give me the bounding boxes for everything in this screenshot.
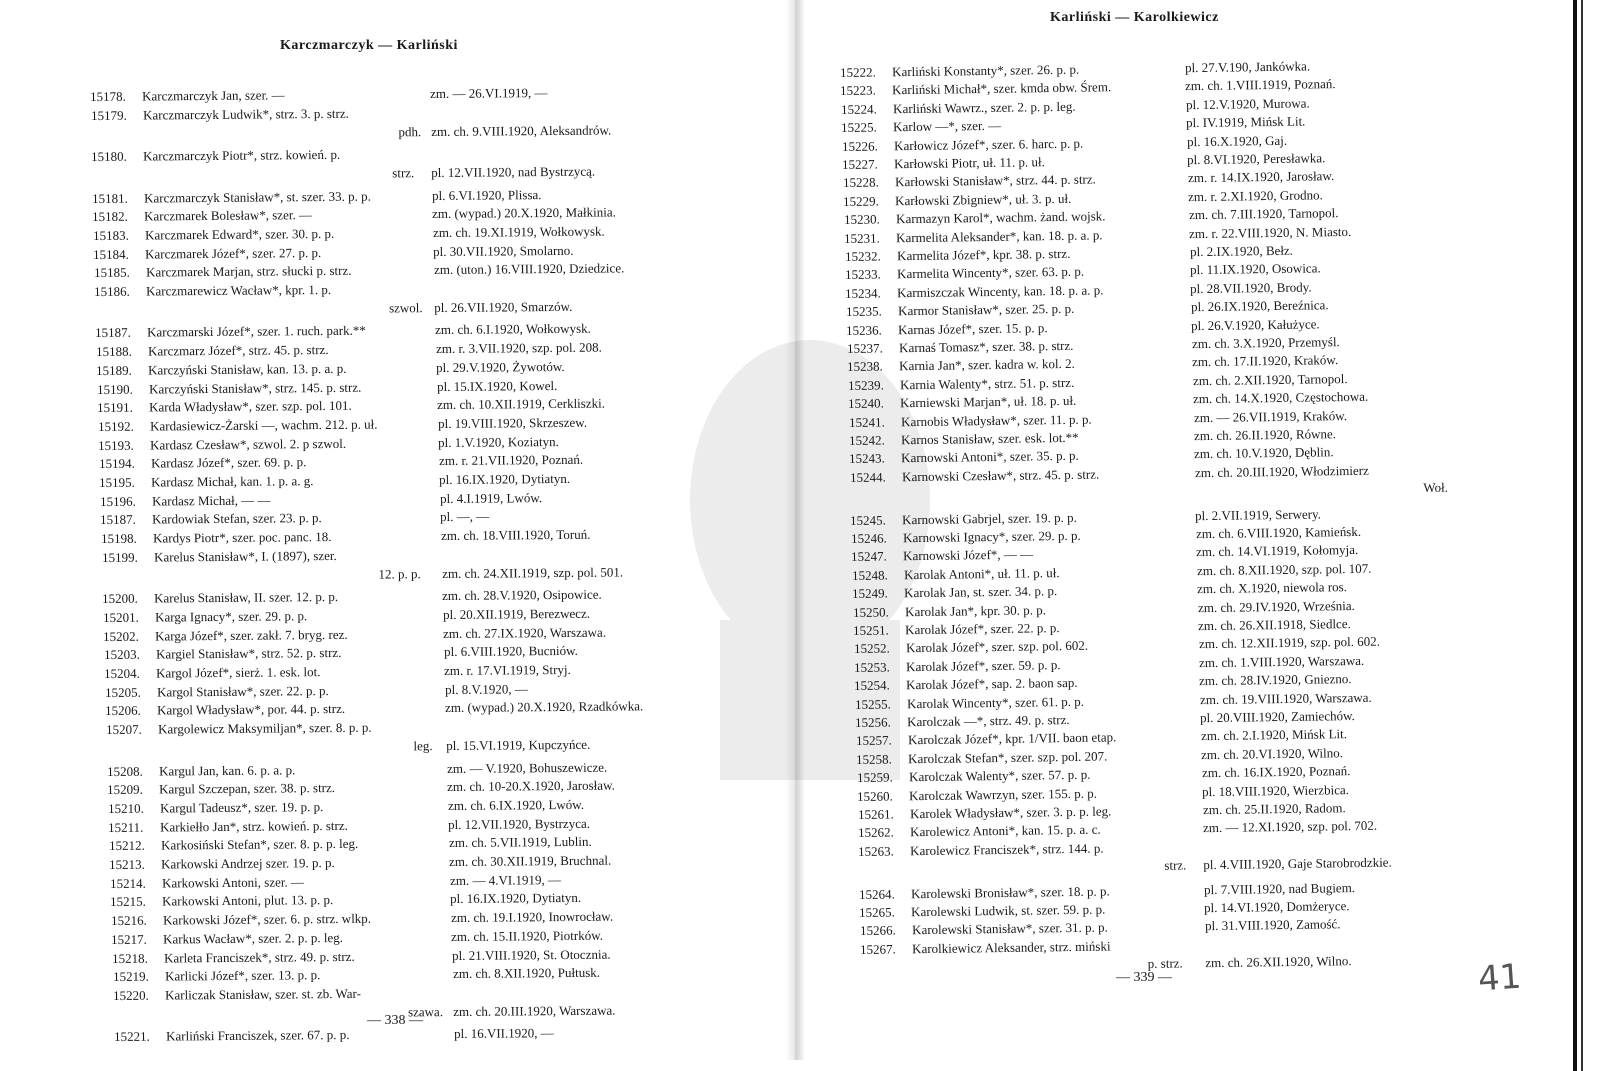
entry-number: 15209. <box>107 781 143 798</box>
entry-number: 15216. <box>110 912 147 929</box>
entry-number: 15233. <box>844 266 881 283</box>
entry-death-info: zm. ch. 25.II.1920, Radom. <box>1202 800 1346 818</box>
entry-death-info: pl. 20.XII.1919, Berezwecz. <box>442 605 590 622</box>
entry-number: 15211. <box>108 819 144 835</box>
entry-name: Kardasz Michał, — — <box>151 492 271 509</box>
entry-number: 15254. <box>854 677 891 694</box>
entry-number: 15201. <box>102 609 139 625</box>
entry-death-info: pl. 15.IX.1920, Kowel. <box>436 377 557 394</box>
entry-number: 15192. <box>97 418 134 434</box>
entry-number: 15224. <box>840 101 877 117</box>
entry-number: 15227. <box>842 156 879 172</box>
entry-name: Karczmarz Józef*, strz. 45. p. strz. <box>147 342 329 359</box>
entry-number: 15244. <box>849 469 886 485</box>
entry-death-info: pl. 6.VIII.1920, Bucniów. <box>443 643 578 660</box>
entry-number: 15229. <box>843 193 880 209</box>
entry-number: 15187. <box>100 512 137 528</box>
entry-death-info: zm. — 26.VII.1919, Kraków. <box>1193 407 1347 425</box>
entry-number: 15182. <box>92 208 129 225</box>
entry-number: 15194. <box>98 455 135 472</box>
entry-number: 15222. <box>840 64 876 80</box>
entry-number: 15266. <box>859 922 896 939</box>
entry-name: Kargul Szczepan, szer. 38. p. strz. <box>159 780 336 797</box>
entry-name: Karmor Stanisław*, szer. 25. p. p. <box>897 301 1075 319</box>
entry-death-info: zm. ch. 26.XII.1918, Siedlce. <box>1198 616 1351 634</box>
entry-name: Karga Ignacy*, szer. 29. p. p. <box>154 608 307 625</box>
entry-number: 15260. <box>857 788 894 804</box>
entry-death-info: zm. ch. 18.VIII.1920, Toruń. <box>440 526 591 544</box>
entry-number: 15257. <box>855 732 892 749</box>
entry-name: Kardasz Michał, kan. 1. p. a. g. <box>151 473 314 490</box>
entry-name: Karłowski Stanisław*, strz. 44. p. strz. <box>894 171 1096 190</box>
entry-death-info: zm. r. 22.VIII.1920, N. Miasto. <box>1189 223 1352 241</box>
entry-number: 15226. <box>841 138 878 154</box>
entry-number: 15218. <box>112 950 148 966</box>
entry-number: 15267. <box>860 941 897 957</box>
entry-death-info: pl. 19.VIII.1920, Skrzeszew. <box>437 414 587 431</box>
entry-death-info: pl. 4.VIII.1920, Gaje Starobrodzkie. <box>1203 854 1393 873</box>
entry-name: Karczmarek Edward*, szer. 30. p. p. <box>144 225 335 243</box>
entry-death-info: zm. ch. 1.VIII.1919, Poznań. <box>1185 76 1337 94</box>
entry-name: Karczyński Stanisław*, strz. 145. p. strz. <box>148 379 362 397</box>
entry-death-info: pl. 7.VIII.1920, nad Bugiem. <box>1203 879 1355 897</box>
entry-name: Karkowski Józef*, szer. 6. p. strz. wlkp. <box>162 910 371 928</box>
entry-death-info: pl. 14.VI.1920, Domżeryce. <box>1204 898 1351 916</box>
entry-number: 15242. <box>849 432 885 448</box>
entry-death-info: zm. ch. 17.II.1920, Kraków. <box>1192 352 1339 370</box>
entry-death-info: zm. ch. 27.IX.1920, Warszawa. <box>443 624 607 641</box>
entry-death-info: pl. 2.IX.1920, Bełz. <box>1189 242 1293 260</box>
entry-name: Kargul Jan, kan. 6. p. a. p. <box>158 761 295 779</box>
entry-name: Karolewski Bronisław*, szer. 18. p. p. <box>910 883 1110 901</box>
page-number: — 338 — <box>367 1013 423 1028</box>
entry-number: 15213. <box>109 856 146 872</box>
entry-name: Karolczak Józef*, kpr. 1/VII. baon etap. <box>907 729 1117 748</box>
entry-number: 15202. <box>103 628 140 644</box>
entry-death-info: pl. 16.X.1920, Gaj. <box>1186 132 1288 149</box>
entry-number: 15188. <box>95 343 132 360</box>
entry-number: 15231. <box>844 230 881 246</box>
entry-number: 15205. <box>104 684 141 700</box>
entry-death-info: zm. r. 14.IX.1920, Jarosław. <box>1187 168 1334 186</box>
entry-number: 15181. <box>91 190 128 206</box>
handwritten-note: 41 <box>1476 956 1523 1000</box>
entry-name: Karnas Józef*, szer. 15. p. p. <box>898 319 1048 337</box>
entry-number: 15243. <box>849 450 886 467</box>
entry-death-info: pl. 1.V.1920, Koziatyn. <box>438 433 560 450</box>
entry-death-info: pl. 31.VIII.1920, Zamość. <box>1204 916 1341 934</box>
entry-name: Karkowski Andrzej szer. 19. p. p. <box>161 855 336 872</box>
entry-number: 15184. <box>93 246 130 262</box>
entry-name: Karolak Józef*, sap. 2. baon sap. <box>906 675 1079 693</box>
entry-death-info: zm. ch. 19.VIII.1920, Warszawa. <box>1199 689 1372 707</box>
entry-death-info: zm. ch. 29.IV.1920, Września. <box>1197 597 1355 615</box>
entry-name: Karczmarczyk Ludwik*, strz. 3. p. strz. <box>142 105 349 123</box>
entry-death-info: pl. 20.VIII.1920, Zamiechów. <box>1200 708 1356 726</box>
entry-name: Karnia Jan*, szer. kadra w. kol. 2. <box>899 356 1076 374</box>
entry-death-info: zm. ch. 10.V.1920, Dęblin. <box>1194 444 1335 462</box>
entry-name: Karolewicz Franciszek*, strz. 144. p. <box>910 840 1105 859</box>
entry-name: Karnowski Józef*, — — <box>903 546 1034 564</box>
entry-name: Karniewski Marjan*, uł. 18. p. uł. <box>900 393 1077 411</box>
entry-number: 15245. <box>850 512 887 528</box>
entry-name: Karliński Michał*, szer. kmda obw. Śrem. <box>892 79 1112 98</box>
entry-death-info: zm. ch. 5.VII.1919, Lublin. <box>448 834 592 851</box>
entry-death-info: zm. ch. 28.V.1920, Osipowice. <box>442 586 602 604</box>
entry-name: Karolek Władysław*, szer. 3. p. p. leg. <box>909 803 1111 822</box>
entry-continuation: Woł. <box>1423 479 1448 496</box>
entry-number: 15252. <box>853 640 890 657</box>
entry-name: Kardowiak Stefan, szer. 23. p. p. <box>152 510 323 527</box>
entry-number: 15189. <box>96 362 132 378</box>
entry-name: Karnowski Gabrjel, szer. 19. p. p. <box>902 509 1078 527</box>
entry-death-info: zm. ch. 16.IX.1920, Poznań. <box>1201 763 1351 781</box>
entry-death-info: zm. ch. 26.XII.1920, Wilno. <box>1205 953 1352 971</box>
entry-name: Kargol Władysław*, por. 44. p. strz. <box>157 701 346 718</box>
entry-number: 15228. <box>842 174 879 191</box>
entry-number: 15200. <box>102 590 138 607</box>
entry-number: 15198. <box>101 530 137 547</box>
entry-death-info: pl. IV.1919, Mińsk Lit. <box>1186 113 1306 131</box>
entry-death-info: pl. 26.IX.1920, Bereźnica. <box>1190 297 1329 315</box>
entry-name: Karczmarewicz Wacław*, kpr. 1. p. <box>146 281 332 299</box>
entry-death-info: zm. (wypad.) 20.X.1920, Rzadkówka. <box>445 698 644 716</box>
entry-death-info: zm. — 4.VI.1919, — <box>449 871 561 888</box>
entry-name: Karda Władysław*, szer. szp. pol. 101. <box>149 397 352 415</box>
entry-number: 15215. <box>110 894 147 910</box>
entry-death-info: pl. 21.VIII.1920, St. Otocznia. <box>451 946 611 963</box>
entry-number: 15253. <box>853 659 890 675</box>
entry-number: 15239. <box>847 377 884 393</box>
entry-death-info: zm. ch. 20.VI.1920, Wilno. <box>1201 744 1344 762</box>
entry-name: Karłowicz Józef*, szer. 6. harc. p. p. <box>893 135 1084 153</box>
entry-death-info: zm. ch. 6.I.1920, Wołkowysk. <box>434 321 591 338</box>
entry-death-info: pl. 18.VIII.1920, Wierzbica. <box>1202 781 1350 799</box>
entry-death-info: pl. 12.VII.1920, Bystrzyca. <box>448 815 591 832</box>
entry-name: Kardasiewicz-Żarski —, wachm. 212. p. uł. <box>149 416 378 434</box>
entry-name: Karkus Wacław*, szer. 2. p. p. leg. <box>163 929 344 947</box>
entry-death-info: zm. — V.1920, Bohuszewicze. <box>446 759 607 776</box>
entry-number: 15178. <box>90 88 126 104</box>
entry-name: Karlow —*, szer. — <box>893 117 1002 135</box>
entry-death-info: zm. ch. 2.I.1920, Mińsk Lit. <box>1200 726 1347 744</box>
entry-name: Karczyński Stanisław, kan. 13. p. a. p. <box>148 360 347 378</box>
entry-name: Karelus Stanisław*, I. (1897), szer. <box>153 547 337 565</box>
entry-number: 15230. <box>843 211 880 228</box>
entry-death-info: zm. ch. 15.II.1920, Piotrków. <box>451 927 604 944</box>
entry-death-info: zm. ch. 7.III.1920, Tarnopol. <box>1188 205 1339 223</box>
entry-name: Kargol Józef*, sierż. 1. esk. lot. <box>156 664 321 681</box>
entry-name: Kardasz Czesław*, szwol. 2. p szwol. <box>150 435 347 453</box>
running-header: Karczmarczyk — Karliński <box>280 38 458 53</box>
entry-number: 15212. <box>108 837 145 854</box>
entry-death-info: zm. r. 3.VII.1920, szp. pol. 208. <box>435 339 602 357</box>
entry-name: Karnowski Ignacy*, szer. 29. p. p. <box>902 527 1081 546</box>
entry-name: Karczmarek Józef*, szer. 27. p. p. <box>145 244 322 262</box>
entry-number: 15251. <box>853 622 890 638</box>
entry-number: 15191. <box>97 399 134 416</box>
entry-name: Kargul Tadeusz*, szer. 19. p. p. <box>159 799 323 816</box>
entry-name: Karlicki Józef*, szer. 13. p. p. <box>164 967 320 984</box>
entry-death-info: pl. 6.VI.1920, Plissa. <box>431 186 542 203</box>
entry-number: 15214. <box>109 875 146 891</box>
entry-name: Karolkiewicz Aleksander, strz. miński <box>912 938 1111 957</box>
entry-death-info: zm. ch. 19.XI.1919, Wołkowysk. <box>432 223 605 240</box>
entry-number: 15265. <box>859 904 896 920</box>
running-header: Karliński — Karolkiewicz <box>1050 10 1219 25</box>
entry-name: Karnowski Antoni*, szer. 35. p. p. <box>901 448 1080 466</box>
entry-number: 15258. <box>856 751 893 767</box>
right-page <box>800 0 1575 1060</box>
entry-name: Karolak Antoni*, uł. 11. p. uł. <box>903 564 1060 583</box>
entry-name: Karczmarek Marjan, strz. słucki p. strz. <box>145 263 352 280</box>
entry-death-info: pl. 8.VI.1920, Peresławka. <box>1187 150 1326 168</box>
entry-name: Karczmarczyk Stanisław*, st. szer. 33. p. p. <box>143 188 371 206</box>
entry-death-info: pl. 15.VI.1919, Kupczyńce. <box>446 736 591 753</box>
entry-name: Karczmarczyk Piotr*, strz. kowień. p. <box>143 146 341 164</box>
entry-name: Karkowski Antoni, szer. — <box>161 873 304 891</box>
entry-name: Kardasz Józef*, szer. 69. p. p. <box>150 454 307 471</box>
entry-number: 15186. <box>94 283 131 299</box>
entry-name: Karczmarczyk Jan, szer. — <box>142 87 285 104</box>
entry-number: 15261. <box>857 806 894 822</box>
entry-death-info: pl. 12.V.1920, Murowa. <box>1185 95 1310 112</box>
entry-death-info: zm. (uton.) 16.VIII.1920, Dziedzice. <box>433 260 625 278</box>
entry-name: Karmelita Aleksander*, kan. 18. p. a. p. <box>896 226 1103 245</box>
entry-death-info: pl. 29.V.1920, Żywotów. <box>436 358 565 375</box>
entry-death-info: zm. ch. 19.I.1920, Inowrocław. <box>450 908 613 926</box>
entry-name: Karmazyn Karol*, wachm. żand. wojsk. <box>895 208 1106 227</box>
entry-name: Karolewicz Antoni*, kan. 15. p. a. c. <box>910 822 1101 840</box>
entry-death-info: zm. ch. 26.II.1920, Równe. <box>1193 426 1337 444</box>
entry-death-info: pl. 11.IX.1920, Osowica. <box>1189 260 1321 278</box>
entry-death-info: pl. 4.I.1919, Lwów. <box>439 489 543 506</box>
entry-death-info: pl. 30.VII.1920, Smolarno. <box>433 242 574 259</box>
entry-name: Karłowski Piotr, uł. 11. p. uł. <box>894 154 1046 172</box>
entry-name: Karolak Józef*, szer. 59. p. p. <box>905 656 1061 675</box>
entry-number: 15193. <box>98 437 135 453</box>
entry-name: Karmelita Wincenty*, szer. 63. p. p. <box>896 264 1085 282</box>
entry-death-info: zm. ch. 10.XII.1919, Cerkliszki. <box>437 395 606 413</box>
entry-name: Karelus Stanisław, II. szer. 12. p. p. <box>154 589 339 606</box>
entry-death-info: zm. r. 17.VI.1919, Stryj. <box>444 661 572 679</box>
entry-number: 15247. <box>851 548 888 565</box>
entry-death-info: zm. ch. 24.XII.1919, szp. pol. 501. <box>441 563 623 581</box>
entry-death-info: zm. ch. 6.IX.1920, Lwów. <box>447 796 584 813</box>
entry-death-info: pl. 26.VII.1920, Smarzów. <box>434 298 573 315</box>
entry-number: 15225. <box>841 119 878 136</box>
entry-number: 15203. <box>103 646 140 663</box>
entry-name: Kardys Piotr*, szer. poc. panc. 18. <box>153 529 332 546</box>
entry-number: 15180. <box>91 148 127 165</box>
entry-number: 15264. <box>858 886 895 902</box>
entry-name: Karliński Wawrz., szer. 2. p. p. leg. <box>892 98 1076 117</box>
entry-number: 15217. <box>111 931 148 947</box>
entry-number: 15187. <box>94 325 131 341</box>
entry-name: Kargol Stanisław*, szer. 22. p. p. <box>156 682 329 700</box>
entry-number: 15219. <box>112 968 149 985</box>
entry-death-info: zm. ch. 3.X.1920, Przemyśl. <box>1191 334 1340 352</box>
entry-death-info: zm. ch. 2.XII.1920, Tarnopol. <box>1192 370 1348 388</box>
entry-death-info: zm. ch. 9.VIII.1920, Aleksandrów. <box>430 121 611 139</box>
entry-death-info: zm. ch. 30.XII.1919, Bruchnal. <box>449 852 612 870</box>
entry-name: Karczmarek Bolesław*, szer. — <box>144 207 313 224</box>
entry-name: Karnobis Władysław*, szer. 11. p. p. <box>900 411 1092 429</box>
entry-death-info: zm. ch. 8.XII.1920, szp. pol. 107. <box>1196 560 1372 578</box>
entry-number: 15220. <box>113 987 149 1003</box>
entry-name: Karleta Franciszek*, strz. 49. p. strz. <box>164 948 355 966</box>
entry-death-info: zm. ch. 14.X.1920, Częstochowa. <box>1193 388 1369 407</box>
entry-name: Karkosiński Stefan*, szer. 8. p. p. leg. <box>160 836 358 853</box>
entry-name: Karnaś Tomasz*, szer. 38. p. strz. <box>898 337 1074 356</box>
entry-number: 15199. <box>101 549 138 565</box>
entry-number: 15208. <box>106 763 143 779</box>
entry-number: 15250. <box>852 604 889 620</box>
entry-death-info: pl. 16.IX.1920, Dytiatyn. <box>439 470 571 488</box>
entry-name: Karolak Jan, st. szer. 34. p. p. <box>904 583 1058 601</box>
entry-name: Kargolewicz Maksymiljan*, szer. 8. p. p. <box>157 719 372 737</box>
entry-death-info: zm. r. 2.XI.1920, Grodno. <box>1188 187 1324 204</box>
entry-death-info: pl. —, — <box>440 508 490 525</box>
entry-name: Karnowski Czesław*, strz. 45. p. strz. <box>901 466 1100 485</box>
entry-death-info: zm. ch. 1.VIII.1920, Warszawa. <box>1198 652 1365 670</box>
entry-number: 15196. <box>99 493 136 509</box>
entry-name: Karłowski Zbigniew*, uł. 3. p. uł. <box>895 190 1072 209</box>
entry-death-info: zm. ch. 12.XII.1919, szp. pol. 602. <box>1198 634 1380 652</box>
entry-name: Karolak Józef*, szer. szp. pol. 602. <box>905 638 1088 656</box>
entry-death-info: zm. ch. 20.III.1920, Warszawa. <box>453 1002 616 1019</box>
entry-name: Kargiel Stanisław*, strz. 52. p. strz. <box>155 645 342 662</box>
entry-death-info: pl. 16.IX.1920, Dytiatyn. <box>450 890 582 907</box>
entry-number: 15256. <box>855 714 892 730</box>
entry-death-info: zm. (wypad.) 20.X.1920, Małkinia. <box>432 204 617 222</box>
entry-number: 15183. <box>92 227 129 243</box>
entry-death-info: zm. r. 21.VII.1920, Poznań. <box>438 452 583 469</box>
entry-name: Karolczak Walenty*, szer. 57. p. p. <box>908 766 1091 785</box>
entry-name: Karliński Konstanty*, szer. 26. p. p. <box>892 61 1080 80</box>
entry-death-info: pl. 27.V.190, Jankówka. <box>1184 58 1311 76</box>
entry-number: 15185. <box>93 264 130 281</box>
entry-number: 15235. <box>845 303 882 320</box>
entry-number: 15259. <box>856 769 893 786</box>
entry-death-info: zm. ch. 20.III.1920, Włodzimierz <box>1194 462 1369 480</box>
left-page <box>0 0 800 1060</box>
entry-name: Karkowski Antoni, plut. 13. p. p. <box>162 892 334 909</box>
entry-death-info: zm. ch. 10-20.X.1920, Jarosław. <box>447 777 615 795</box>
entry-death-info: zm. — 12.XI.1920, szp. pol. 702. <box>1202 818 1378 836</box>
entry-number: 15236. <box>846 322 883 338</box>
entry-number: 15262. <box>858 824 894 841</box>
entry-name: Karmelita Józef*, kpr. 38. p. strz. <box>896 245 1070 264</box>
entry-name: Karolczak Wawrzyn, szer. 155. p. p. <box>909 785 1098 803</box>
entry-number: 15223. <box>840 82 877 99</box>
entry-name: Karczmarski Józef*, szer. 1. ruch. park.** <box>146 323 366 340</box>
entry-number: 15249. <box>852 585 889 602</box>
entry-number: 15234. <box>845 285 882 301</box>
entry-death-info: pl. 8.V.1920, — <box>444 680 528 697</box>
entry-number: 15246. <box>850 530 887 546</box>
entry-number: 15204. <box>104 665 141 681</box>
entry-name: Karolczak —*, strz. 49. p. strz. <box>907 712 1070 730</box>
entry-name: Karkiełło Jan*, strz. kowień. p. strz. <box>160 817 349 835</box>
page-number: — 339 — <box>1116 970 1172 985</box>
entry-name: Karmiszczak Wincenty, kan. 18. p. a. p. <box>897 282 1104 301</box>
entry-death-info: zm. ch. 6.VIII.1920, Kamieńsk. <box>1195 523 1361 542</box>
entry-number: 15210. <box>107 800 144 816</box>
entry-number: 15240. <box>848 395 885 412</box>
entry-number: 15179. <box>90 107 127 123</box>
entry-name: Karga Józef*, szer. zakł. 7. bryg. rez. <box>155 626 348 644</box>
entry-number: 15237. <box>846 340 883 356</box>
entry-number: 15248. <box>851 567 888 583</box>
entry-death-info: pl. 12.VII.1920, nad Bystrzycą. <box>431 163 596 180</box>
entry-name: Karolak Wincenty*, szer. 61. p. p. <box>906 693 1084 711</box>
entry-number: 15190. <box>96 381 133 397</box>
entry-name: Karliński Franciszek, szer. 67. p. p. <box>165 1027 350 1044</box>
entry-number: 15195. <box>99 474 136 490</box>
entry-name: Karliczak Stanisław, szer. st. zb. War- <box>165 985 362 1003</box>
entry-death-info: zm. ch. 8.XII.1920, Pułtusk. <box>452 964 600 982</box>
entry-number: 15255. <box>854 696 891 712</box>
entry-death-info: pl. 16.VII.1920, — <box>453 1025 554 1042</box>
entry-number: 15221. <box>113 1028 150 1045</box>
entry-death-info: pl. 2.VII.1919, Serwery. <box>1195 506 1322 523</box>
entry-name: Karolczak Stefan*, szer. szp. pol. 207. <box>908 748 1108 767</box>
entry-name: Karnos Stanisław, szer. esk. lot.** <box>901 429 1079 448</box>
entry-number: 15238. <box>847 358 884 375</box>
entry-number: 15232. <box>844 248 881 264</box>
entry-death-info: zm. — 26.VI.1919, — <box>429 85 548 102</box>
entry-number: 15207. <box>105 721 142 738</box>
entry-death-info: zm. ch. 14.VI.1919, Kołomyja. <box>1196 542 1359 560</box>
entry-number: 15241. <box>848 414 885 430</box>
entry-death-info: zm. ch. X.1920, niewola ros. <box>1197 579 1348 597</box>
entry-name: Karolak Jan*, kpr. 30. p. p. <box>904 601 1046 619</box>
entry-death-info: pl. 28.VII.1920, Brody. <box>1190 279 1313 296</box>
entry-number: 15206. <box>105 703 142 719</box>
entry-name: Karnia Walenty*, strz. 51. p. strz. <box>899 374 1075 393</box>
entry-death-info: pl. 26.V.1920, Kałużyce. <box>1191 315 1321 333</box>
entry-death-info: zm. ch. 28.IV.1920, Gniezno. <box>1199 671 1353 689</box>
entry-name: Karolak Józef*, szer. 22. p. p. <box>905 620 1060 638</box>
entry-name: Karolewski Stanisław*, szer. 31. p. p. <box>911 919 1108 938</box>
entry-name: Karolewski Ludwik, st. szer. 59. p. p. <box>911 901 1106 920</box>
entry-number: 15263. <box>858 843 895 859</box>
